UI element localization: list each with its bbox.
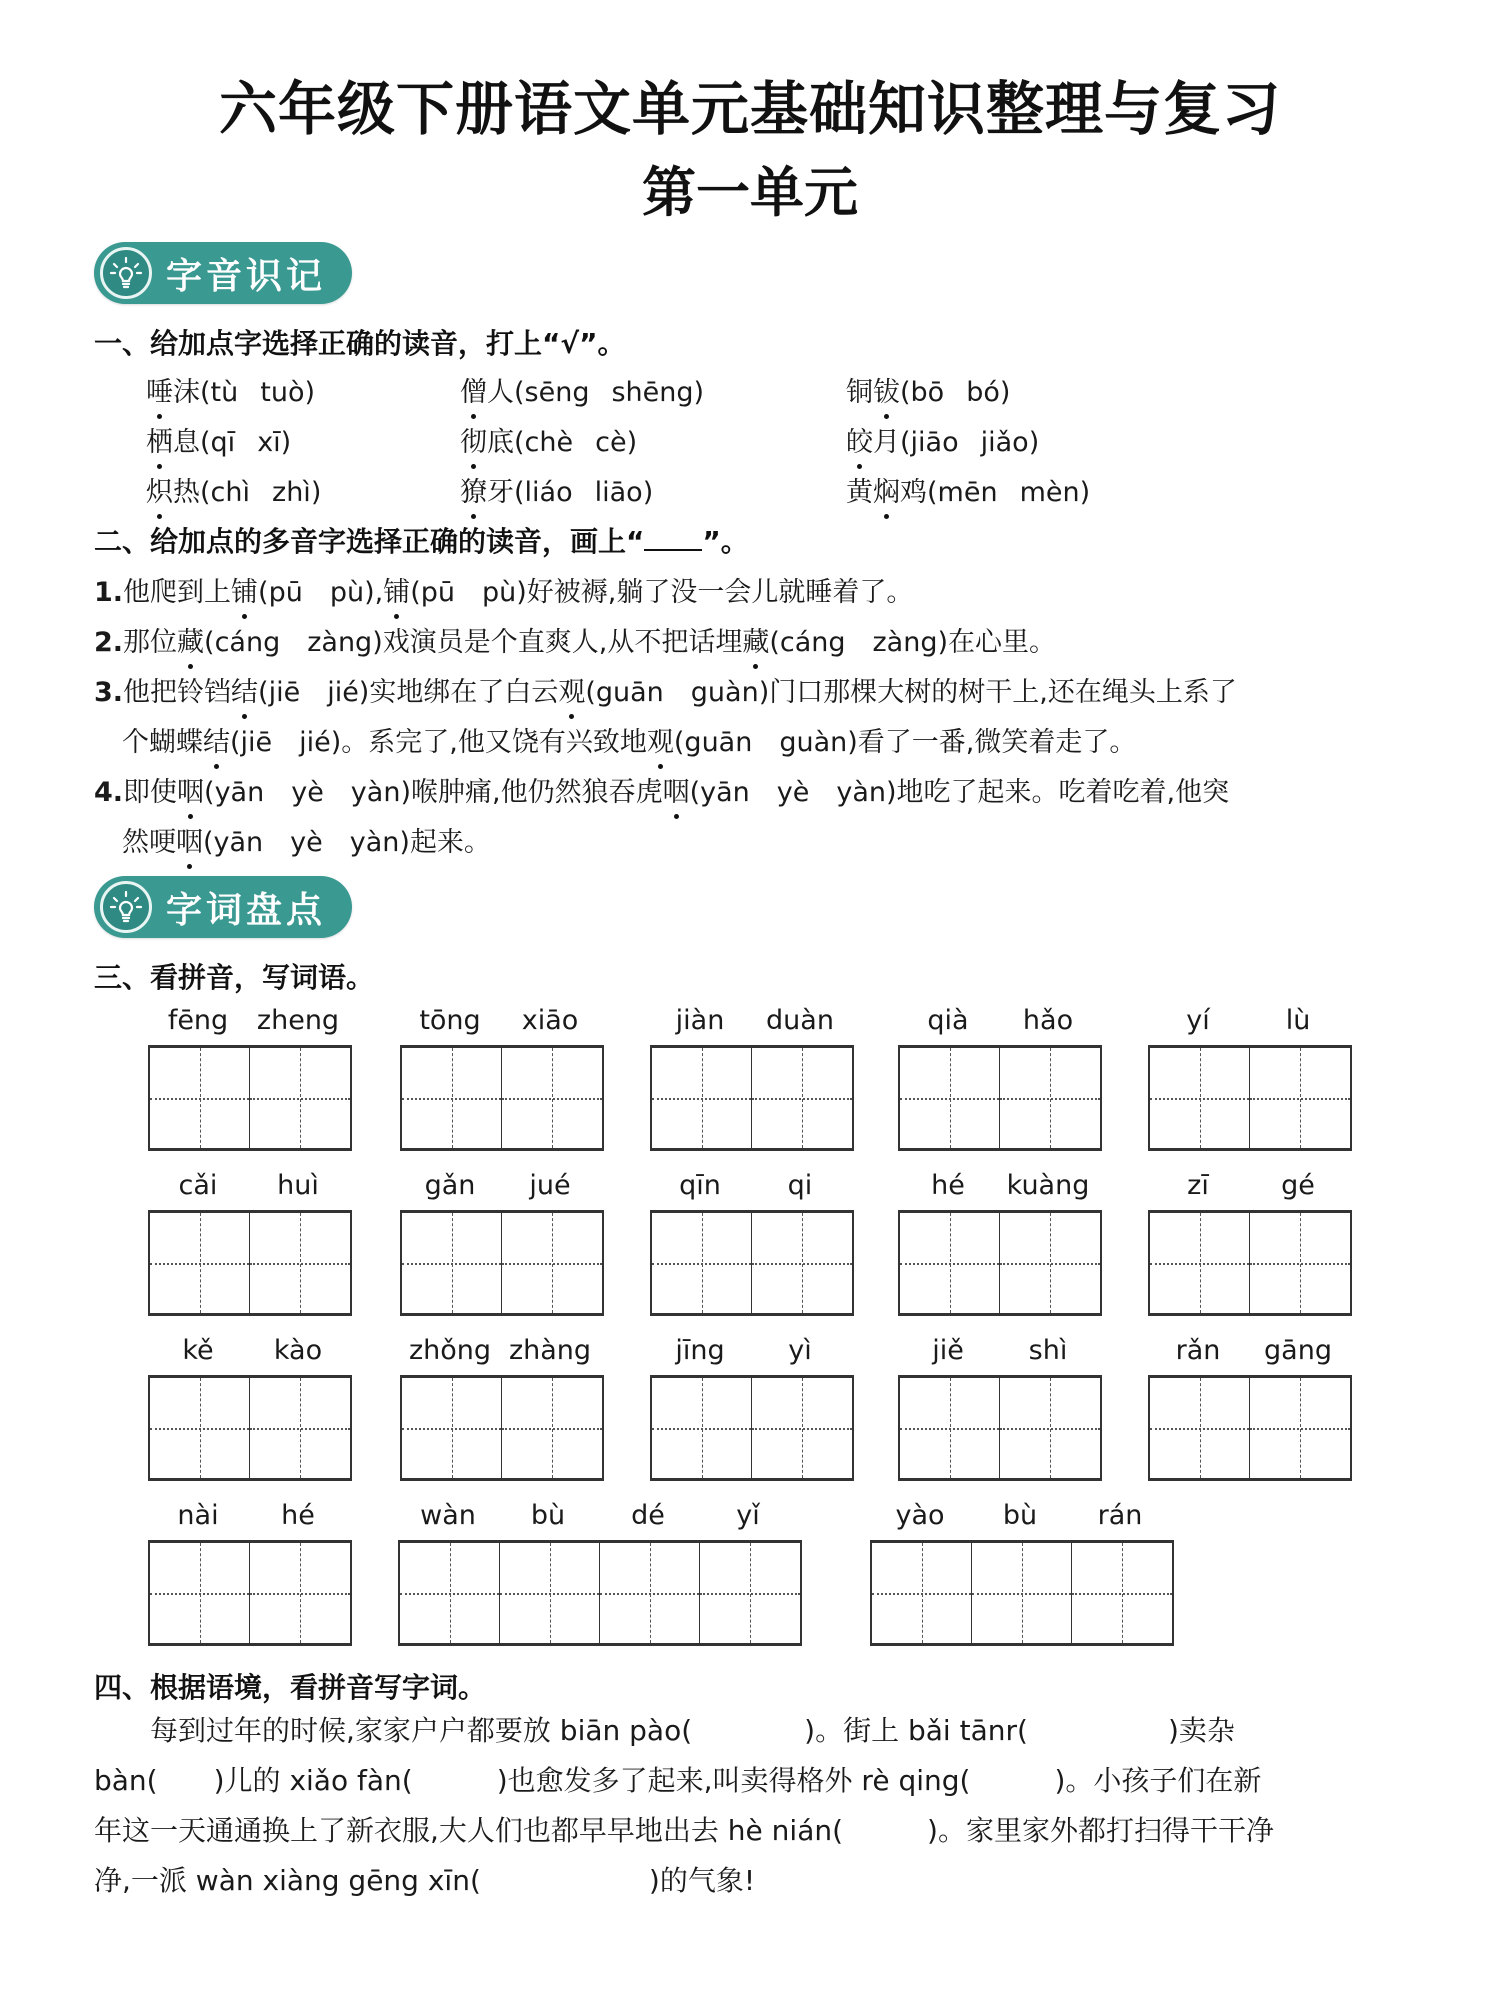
pinyin-label-row [650, 1335, 854, 1375]
dotted-char: 观 [558, 670, 585, 709]
paragraph-text: )。小孩子们在新 [1054, 1764, 1262, 1797]
underline-blank [644, 529, 702, 551]
q1-item [460, 420, 637, 459]
writing-cell[interactable] [652, 1213, 752, 1313]
dotted-char: 焖 [873, 470, 900, 509]
paren: ( [514, 377, 525, 408]
dotted-char: 钹 [873, 370, 900, 409]
writing-cell[interactable] [1250, 1048, 1350, 1148]
pinyin-option[interactable]: tuò [260, 377, 305, 408]
paren: ) [1079, 477, 1091, 508]
paren: ) [280, 427, 292, 458]
pinyin-syllable: qīn [679, 1170, 721, 1201]
tianzige-boxes [148, 1375, 352, 1481]
pinyin-syllable: qi [787, 1170, 813, 1201]
pinyin-option[interactable]: chè [524, 427, 574, 458]
pinyin-syllable: gāng [1264, 1335, 1332, 1366]
pinyin-word-grid [650, 1170, 854, 1316]
pinyin-syllable: rǎn [1175, 1335, 1221, 1366]
paragraph-text: 每到过年的时候,家家户户都要放 biān pào( [94, 1714, 693, 1747]
document-title: 六年级下册语文单元基础知识整理与复习 [218, 75, 1281, 143]
sentence-text: 好被褥,躺了没一会儿就睡着了。 [526, 577, 914, 608]
pinyin-syllable: yǐ [736, 1500, 760, 1531]
paragraph-text: )卖杂 [1167, 1714, 1235, 1747]
q2-sentence [122, 720, 1136, 759]
pinyin-option[interactable]: xī [257, 427, 281, 458]
writing-cell[interactable] [652, 1378, 752, 1478]
tianzige-boxes [650, 1045, 854, 1151]
answer-blank[interactable] [692, 1706, 804, 1756]
paragraph-text: )。街上 bǎi tānr( [804, 1714, 1028, 1747]
paragraph-text: )儿的 xiǎo fàn( [213, 1764, 413, 1797]
dotted-char: 獠 [460, 470, 487, 509]
tianzige-boxes [1148, 1210, 1352, 1316]
word-char: 热 [173, 477, 200, 508]
writing-cell[interactable] [502, 1213, 602, 1313]
sentence-text: 即使 [123, 777, 178, 808]
pinyin-option[interactable]: bó [966, 377, 1000, 408]
pinyin-syllable: bù [1002, 1500, 1038, 1531]
pinyin-syllable: shì [1028, 1335, 1068, 1366]
sentence-text: 看了一番,微笑着走了。 [857, 727, 1137, 758]
pinyin-word-grid [148, 1500, 352, 1646]
pinyin-options[interactable]: (jiē jié) [230, 727, 342, 758]
tianzige-boxes [398, 1540, 802, 1646]
pinyin-syllable: duàn [766, 1005, 834, 1036]
writing-cell[interactable] [502, 1048, 602, 1148]
q4-paragraph [94, 1706, 1374, 1906]
paren: ( [200, 477, 211, 508]
pinyin-word-grid [1148, 1005, 1352, 1151]
writing-cell[interactable] [900, 1048, 1000, 1148]
writing-cell[interactable] [1150, 1213, 1250, 1313]
q2-sentence [94, 620, 1056, 659]
writing-cell[interactable] [150, 1048, 250, 1148]
pinyin-option[interactable]: sēng [524, 377, 590, 408]
pinyin-options[interactable]: (jiē jié) [258, 677, 370, 708]
paren: ( [900, 427, 911, 458]
pinyin-option[interactable]: tù [210, 377, 239, 408]
tianzige-boxes [1148, 1045, 1352, 1151]
writing-cell[interactable] [752, 1378, 852, 1478]
pinyin-option[interactable]: bō [910, 377, 945, 408]
writing-cell[interactable] [402, 1378, 502, 1478]
pinyin-syllable: dé [631, 1500, 665, 1531]
dotted-char: 藏 [742, 620, 769, 659]
paragraph-line [94, 1756, 1374, 1806]
writing-cell[interactable] [600, 1543, 700, 1643]
q1-item [146, 420, 291, 459]
pinyin-label-row [1148, 1335, 1352, 1375]
q1-item [846, 370, 1010, 409]
writing-cell[interactable] [1000, 1378, 1100, 1478]
pinyin-options[interactable]: (yān yè yàn) [204, 777, 411, 808]
q3-heading: 三、看拼音，写词语。 [94, 961, 375, 994]
q2-heading: 二、给加点的多音字选择正确的读音，画上“ ”。 [94, 525, 749, 558]
paragraph-text: 年这一天通通换上了新衣服,大人们也都早早地出去 hè nián( [94, 1814, 844, 1847]
paragraph-text: bàn( [94, 1764, 158, 1797]
sentence-text: 门口那棵大树的树干上,还在绳头上系了 [769, 677, 1237, 708]
paren: ) [999, 377, 1011, 408]
pinyin-options[interactable]: (cáng zàng) [204, 627, 383, 658]
writing-cell[interactable] [150, 1543, 250, 1643]
writing-cell[interactable] [1000, 1048, 1100, 1148]
paragraph-text: )也愈发多了起来,叫卖得格外 rè qing( [496, 1764, 971, 1797]
sentence-text: 喉肿痛,他仍然狼吞虎 [410, 777, 663, 808]
pinyin-label-row [898, 1170, 1102, 1210]
pinyin-word-grid [398, 1500, 802, 1646]
q1-heading: 一、给加点字选择正确的读音，打上“√”。 [94, 327, 626, 360]
pinyin-word-grid [870, 1500, 1174, 1646]
word-char: 息 [173, 427, 200, 458]
word-char: 牙 [487, 477, 514, 508]
tianzige-boxes [898, 1375, 1102, 1481]
dotted-char: 观 [647, 720, 674, 759]
sentence-number: 1. [94, 577, 124, 608]
paren: ( [927, 477, 938, 508]
pinyin-option[interactable]: mēn [937, 477, 998, 508]
pinyin-label-row [148, 1500, 352, 1540]
writing-cell[interactable] [1150, 1048, 1250, 1148]
tianzige-boxes [870, 1540, 1174, 1646]
pinyin-syllable: zheng [256, 1005, 340, 1036]
writing-cell[interactable] [752, 1213, 852, 1313]
tianzige-boxes [1148, 1375, 1352, 1481]
sentence-number: 4. [94, 777, 124, 808]
pinyin-label-row [1148, 1005, 1352, 1045]
pinyin-word-grid [1148, 1335, 1352, 1481]
section-badge-pronunciation [94, 242, 352, 304]
pinyin-label-row [870, 1500, 1174, 1540]
pinyin-syllable: gé [1281, 1170, 1315, 1201]
dotted-char: 彻 [460, 420, 487, 459]
tianzige-boxes [148, 1210, 352, 1316]
writing-cell[interactable] [402, 1048, 502, 1148]
pinyin-syllable: hé [281, 1500, 315, 1531]
writing-cell[interactable] [500, 1543, 600, 1643]
pinyin-options[interactable]: (pū pù) [258, 577, 375, 608]
dotted-char: 僧 [460, 370, 487, 409]
paren: ) [310, 477, 322, 508]
tianzige-boxes [400, 1045, 604, 1151]
dotted-char: 藏 [177, 620, 204, 659]
answer-blank[interactable] [843, 1806, 927, 1856]
pinyin-label-row [400, 1170, 604, 1210]
answer-blank[interactable] [1028, 1706, 1168, 1756]
q1-item [460, 370, 704, 409]
dotted-char: 栖 [146, 420, 173, 459]
pinyin-syllable: zhàng [508, 1335, 592, 1366]
q1-item [846, 470, 1090, 509]
dotted-char: 铺 [231, 570, 258, 609]
pinyin-options[interactable]: (yān yè yàn) [689, 777, 897, 808]
sentence-text: 个蝴蝶 [122, 727, 203, 758]
writing-cell[interactable] [752, 1048, 852, 1148]
dotted-char: 铺 [383, 570, 410, 609]
q1-item [846, 420, 1039, 459]
pinyin-syllable: jué [529, 1170, 571, 1201]
writing-cell[interactable] [1250, 1378, 1350, 1478]
tianzige-boxes [650, 1375, 854, 1481]
word-char: 底 [487, 427, 514, 458]
sentence-text: 。系完了,他又饶有兴致地 [341, 727, 647, 758]
word-char: 铜 [846, 377, 873, 408]
sentence-text: 实地绑在了白云 [369, 677, 559, 708]
pinyin-option[interactable]: chì [210, 477, 251, 508]
writing-cell[interactable] [1150, 1378, 1250, 1478]
writing-cell[interactable] [150, 1378, 250, 1478]
word-char: 黄 [846, 477, 873, 508]
pinyin-options[interactable]: (guān guàn) [673, 727, 858, 758]
pinyin-syllable: fēng [167, 1005, 229, 1036]
pinyin-syllable: yì [788, 1335, 812, 1366]
pinyin-options[interactable]: (cáng zàng) [769, 627, 949, 658]
writing-cell[interactable] [872, 1543, 972, 1643]
tianzige-boxes [400, 1375, 604, 1481]
pinyin-word-grid [400, 1335, 604, 1481]
sentence-text: 在心里。 [948, 627, 1057, 658]
dotted-char: 结 [203, 720, 230, 759]
writing-cell[interactable] [400, 1543, 500, 1643]
pinyin-word-grid [400, 1170, 604, 1316]
writing-cell[interactable] [502, 1378, 602, 1478]
dotted-char: 结 [231, 670, 258, 709]
pinyin-label-row [148, 1005, 352, 1045]
pinyin-syllable: nài [177, 1500, 219, 1531]
pinyin-syllable: kào [273, 1335, 323, 1366]
paragraph-text: )的气象! [648, 1864, 756, 1897]
sentence-text: 然哽 [122, 827, 176, 858]
pinyin-word-grid [148, 1005, 352, 1151]
pinyin-syllable: hǎo [1022, 1005, 1074, 1036]
sentence-text: 他把铃铛 [123, 677, 232, 708]
unit-subtitle: 第一单元 [642, 161, 858, 224]
paren: ) [626, 427, 638, 458]
pinyin-word-grid [148, 1335, 352, 1481]
paren: ) [304, 377, 316, 408]
writing-cell[interactable] [250, 1213, 350, 1313]
writing-cell[interactable] [972, 1543, 1072, 1643]
q2-sentence [94, 670, 1237, 709]
writing-cell[interactable] [250, 1048, 350, 1148]
pinyin-word-grid [650, 1005, 854, 1151]
dotted-char: 咽 [176, 820, 203, 859]
pinyin-label-row [400, 1335, 604, 1375]
word-char: 人 [487, 377, 514, 408]
q4-heading: 四、根据语境，看拼音写字词。 [94, 1671, 487, 1704]
answer-blank[interactable] [158, 1756, 214, 1806]
pinyin-option[interactable]: shēng [611, 377, 694, 408]
word-char: 鸡 [900, 477, 927, 508]
writing-cell[interactable] [250, 1378, 350, 1478]
pinyin-syllable: huì [277, 1170, 319, 1201]
pinyin-syllable: jiàn [675, 1005, 725, 1036]
pinyin-syllable: bù [530, 1500, 566, 1531]
pinyin-word-grid [400, 1005, 604, 1151]
pinyin-option[interactable]: liāo [594, 477, 643, 508]
pinyin-syllable: qià [927, 1005, 969, 1036]
pinyin-word-grid [650, 1335, 854, 1481]
sentence-number: 2. [94, 627, 124, 658]
writing-cell[interactable] [900, 1378, 1000, 1478]
pinyin-word-grid [898, 1170, 1102, 1316]
tianzige-boxes [148, 1540, 352, 1646]
lightbulb-icon [100, 247, 152, 299]
writing-cell[interactable] [1072, 1543, 1172, 1643]
writing-cell[interactable] [1000, 1213, 1100, 1313]
pinyin-label-row [148, 1335, 352, 1375]
dotted-char: 唾 [146, 370, 173, 409]
pinyin-label-row [650, 1170, 854, 1210]
pinyin-label-row [650, 1005, 854, 1045]
sentence-text: 那位 [123, 627, 178, 658]
pinyin-syllable: yí [1186, 1005, 1210, 1036]
answer-blank[interactable] [413, 1756, 497, 1806]
dotted-char: 皎 [846, 420, 873, 459]
dotted-char: 炽 [146, 470, 173, 509]
paren: ) [642, 477, 654, 508]
pinyin-syllable: tōng [419, 1005, 481, 1036]
pinyin-syllable: xiāo [521, 1005, 579, 1036]
writing-cell[interactable] [250, 1543, 350, 1643]
pinyin-label-row [898, 1335, 1102, 1375]
pinyin-option[interactable]: mèn [1019, 477, 1080, 508]
section-badge-label: 字音识记 [166, 255, 327, 297]
pinyin-word-grid [148, 1170, 352, 1316]
paren: ( [200, 377, 211, 408]
sentence-text: 地吃了起来。吃着吃着,他突 [896, 777, 1230, 808]
sentence-text: , [374, 577, 384, 608]
pinyin-syllable: rán [1097, 1500, 1143, 1531]
paren: ( [900, 377, 911, 408]
pinyin-label-row [898, 1005, 1102, 1045]
pinyin-option[interactable]: qī [210, 427, 236, 458]
pinyin-word-grid [898, 1005, 1102, 1151]
section-badge-vocabulary [94, 876, 352, 938]
writing-cell[interactable] [652, 1048, 752, 1148]
pinyin-word-grid [1148, 1170, 1352, 1316]
answer-blank[interactable] [970, 1756, 1054, 1806]
dotted-char: 咽 [177, 770, 204, 809]
paren: ( [514, 427, 525, 458]
word-char: 沫 [173, 377, 200, 408]
paren: ) [693, 377, 705, 408]
tianzige-boxes [650, 1210, 854, 1316]
pinyin-label-row [400, 1005, 604, 1045]
sentence-text: 戏演员是个直爽人,从不把话埋 [382, 627, 743, 658]
q2-sentence [94, 570, 913, 609]
pinyin-options[interactable]: (yān yè yàn) [203, 827, 410, 858]
pinyin-option[interactable]: zhì [272, 477, 311, 508]
paren: ( [514, 477, 525, 508]
pinyin-syllable: lù [1285, 1005, 1311, 1036]
paren: ( [200, 427, 211, 458]
pinyin-syllable: jīng [675, 1335, 725, 1366]
pinyin-options[interactable]: (guān guàn) [585, 677, 770, 708]
q2-sentence [94, 770, 1229, 809]
pinyin-syllable: yào [895, 1500, 945, 1531]
answer-blank[interactable] [481, 1856, 649, 1906]
pinyin-label-row [148, 1170, 352, 1210]
sentence-text: 他爬到上 [123, 577, 232, 608]
pinyin-label-row [398, 1500, 802, 1540]
dotted-char: 咽 [663, 770, 690, 809]
paragraph-line [94, 1706, 1374, 1756]
pinyin-option[interactable]: jiǎo [980, 427, 1029, 458]
writing-cell[interactable] [1250, 1213, 1350, 1313]
paragraph-line [94, 1856, 1374, 1906]
tianzige-boxes [400, 1210, 604, 1316]
sentence-text: 起来。 [409, 827, 491, 858]
word-char: 月 [873, 427, 900, 458]
pinyin-option[interactable]: liáo [524, 477, 573, 508]
paragraph-text: 净,一派 wàn xiàng gēng xīn( [94, 1864, 481, 1897]
q1-item [146, 470, 321, 509]
tianzige-boxes [898, 1210, 1102, 1316]
pinyin-syllable: cǎi [178, 1170, 218, 1201]
q2-sentence [122, 820, 491, 859]
pinyin-syllable: gǎn [424, 1170, 476, 1201]
pinyin-syllable: kuàng [1006, 1170, 1090, 1201]
paragraph-text: )。家里家外都打扫得干干净 [927, 1814, 1274, 1847]
tianzige-boxes [148, 1045, 352, 1151]
lightbulb-icon [100, 881, 152, 933]
pinyin-option[interactable]: cè [595, 427, 627, 458]
pinyin-syllable: zhǒng [408, 1335, 492, 1366]
pinyin-syllable: wàn [420, 1500, 476, 1531]
section-badge-label: 字词盘点 [166, 889, 327, 931]
pinyin-word-grid [898, 1335, 1102, 1481]
writing-cell[interactable] [402, 1213, 502, 1313]
pinyin-syllable: jiě [932, 1335, 964, 1366]
paragraph-line [94, 1806, 1374, 1856]
writing-cell[interactable] [150, 1213, 250, 1313]
pinyin-option[interactable]: jiāo [910, 427, 959, 458]
q1-item [146, 370, 315, 409]
writing-cell[interactable] [900, 1213, 1000, 1313]
pinyin-syllable: hé [931, 1170, 965, 1201]
writing-cell[interactable] [700, 1543, 800, 1643]
paren: ) [1028, 427, 1040, 458]
pinyin-options[interactable]: (pū pù) [410, 577, 527, 608]
tianzige-boxes [898, 1045, 1102, 1151]
pinyin-syllable: zī [1187, 1170, 1209, 1201]
pinyin-syllable: kě [182, 1335, 214, 1366]
sentence-number: 3. [94, 677, 124, 708]
pinyin-label-row [1148, 1170, 1352, 1210]
q1-item [460, 470, 653, 509]
